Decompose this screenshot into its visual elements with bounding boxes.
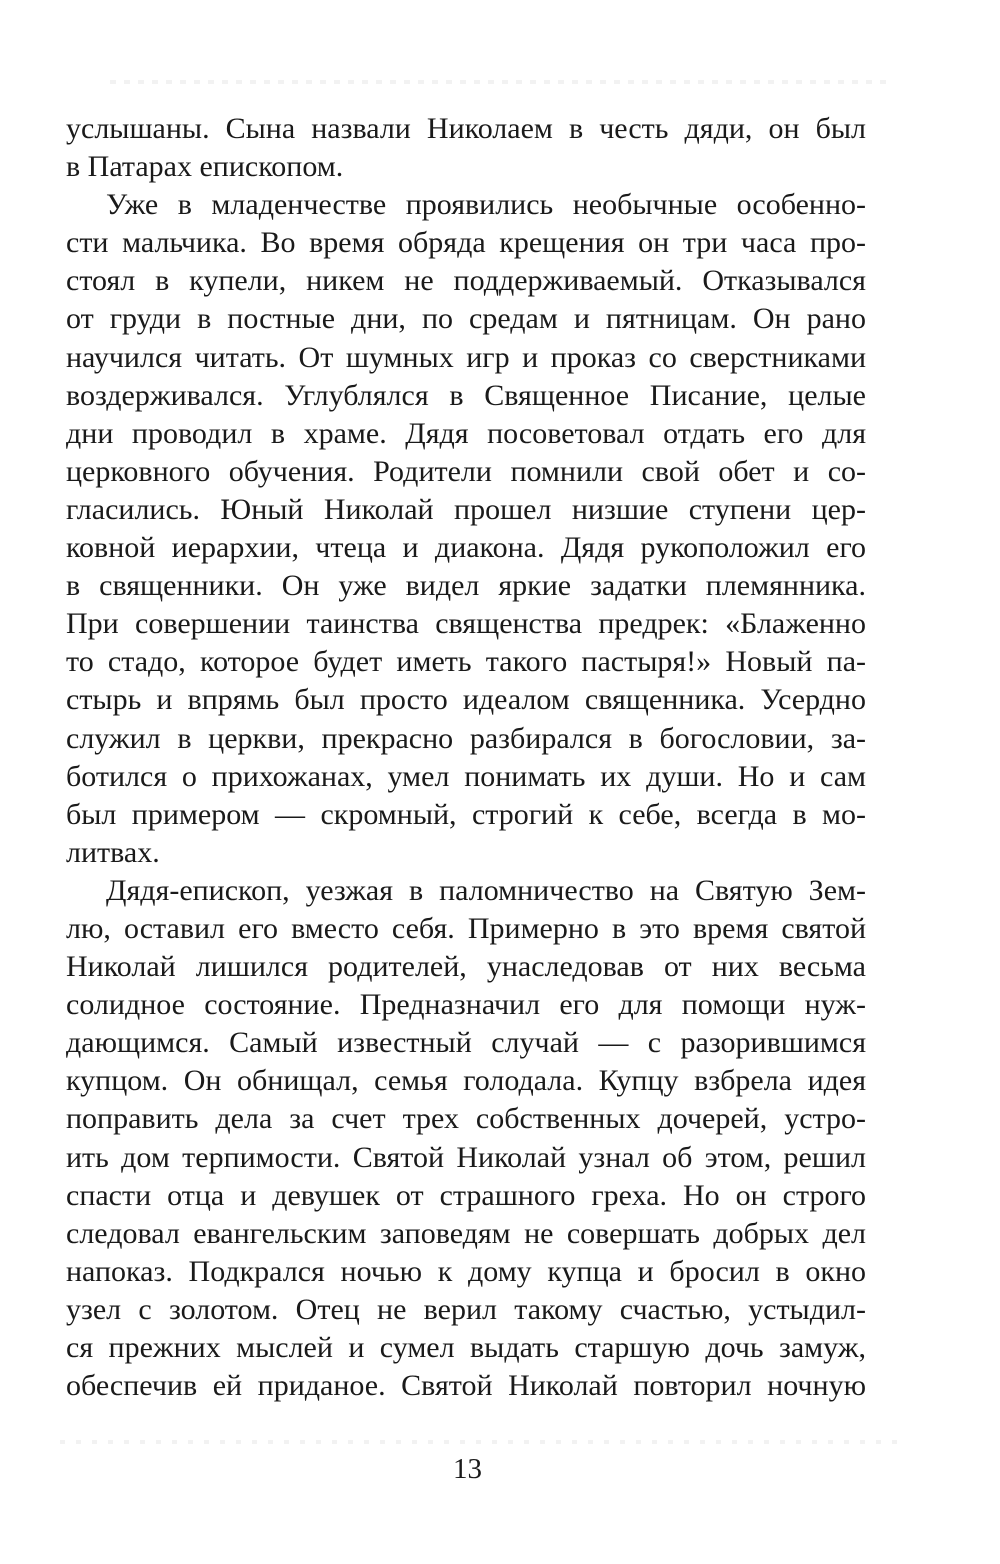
text-line: в Патарах епископом. xyxy=(66,150,344,184)
text-line: Николай лишился родителей, унаследовав от них весьма xyxy=(66,950,866,984)
text-line: то стадо, которое будет иметь такого пастыря!» Новый па- xyxy=(66,645,866,679)
text-line: был примером — скромный, строгий к себе, всегда в мо- xyxy=(66,797,866,831)
text-line: служил в церкви, прекрасно разбирался в богословии, за- xyxy=(66,721,866,755)
text-line: обеспечив ей приданое. Святой Николай повторил ночную xyxy=(66,1369,866,1403)
text-line: При совершении таинства священства предрек: «Блаженно xyxy=(66,607,866,641)
text-line: ботился о прихожанах, умел понимать их души. Но и сам xyxy=(66,759,866,793)
text-line: услышаны. Сына назвали Николаем в честь дяди, он был xyxy=(66,112,866,145)
text-line: поправить дела за счет трех собственных дочерей, устро- xyxy=(66,1102,866,1136)
text-line: стоял в купели, никем не поддерживаемый. Отказывался xyxy=(66,264,866,298)
text-line: напоказ. Подкрался ночью к дому купца и бросил в окно xyxy=(66,1254,866,1288)
text-line: в священники. Он уже видел яркие задатки племянника. xyxy=(66,569,866,603)
text-line: научился читать. От шумных игр и проказ со сверстниками xyxy=(66,340,866,374)
text-line: ить дом терпимости. Святой Николай узнал об этом, решил xyxy=(66,1140,866,1174)
text-line: литвах. xyxy=(66,835,160,869)
text-line: церковного обучения. Родители помнили свой обет и со- xyxy=(66,454,866,488)
text-line: купцом. Он обнищал, семья голодала. Купцу взбрела идея xyxy=(66,1064,866,1098)
text-line: солидное состояние. Предназначил его для помощи нуж- xyxy=(66,988,866,1022)
scan-artifact-bottom xyxy=(60,1440,900,1444)
text-line: дающимся. Самый известный случай — с разорившимся xyxy=(66,1026,866,1060)
text-line: от груди в постные дни, по средам и пятницам. Он рано xyxy=(66,302,866,336)
text-line: гласились. Юный Николай прошел низшие ступени цер- xyxy=(66,492,866,526)
text-line: ся прежних мыслей и сумел выдать старшую дочь замуж, xyxy=(66,1331,866,1364)
text-line: узел с золотом. Отец не верил такому счастью, устыдил- xyxy=(66,1292,866,1326)
page-number: 13 xyxy=(453,1453,482,1485)
text-line: Дядя-епископ, уезжая в паломничество на Святую Зем- xyxy=(106,873,866,907)
text-line: следовал евангельским заповедям не совершать добрых дел xyxy=(66,1216,866,1250)
text-line: спасти отца и девушек от страшного греха. Но он строго xyxy=(66,1178,866,1212)
scan-artifact-top xyxy=(110,80,890,84)
body-text xyxy=(66,110,866,1405)
text-line: стырь и впрямь был просто идеалом священника. Усердно xyxy=(66,683,866,717)
text-line: воздерживался. Углублялся в Священное Писание, целые xyxy=(66,378,866,412)
text-line: сти мальчика. Во время обряда крещения он три часа про- xyxy=(66,226,866,260)
text-line: лю, оставил его вместо себя. Примерно в это время святой xyxy=(66,911,866,945)
text-line: ковной иерархии, чтеца и диакона. Дядя рукоположил его xyxy=(66,531,866,565)
text-line: дни проводил в храме. Дядя посоветовал отдать его для xyxy=(66,416,866,450)
text-line: Уже в младенчестве проявились необычные особенно- xyxy=(106,188,866,222)
